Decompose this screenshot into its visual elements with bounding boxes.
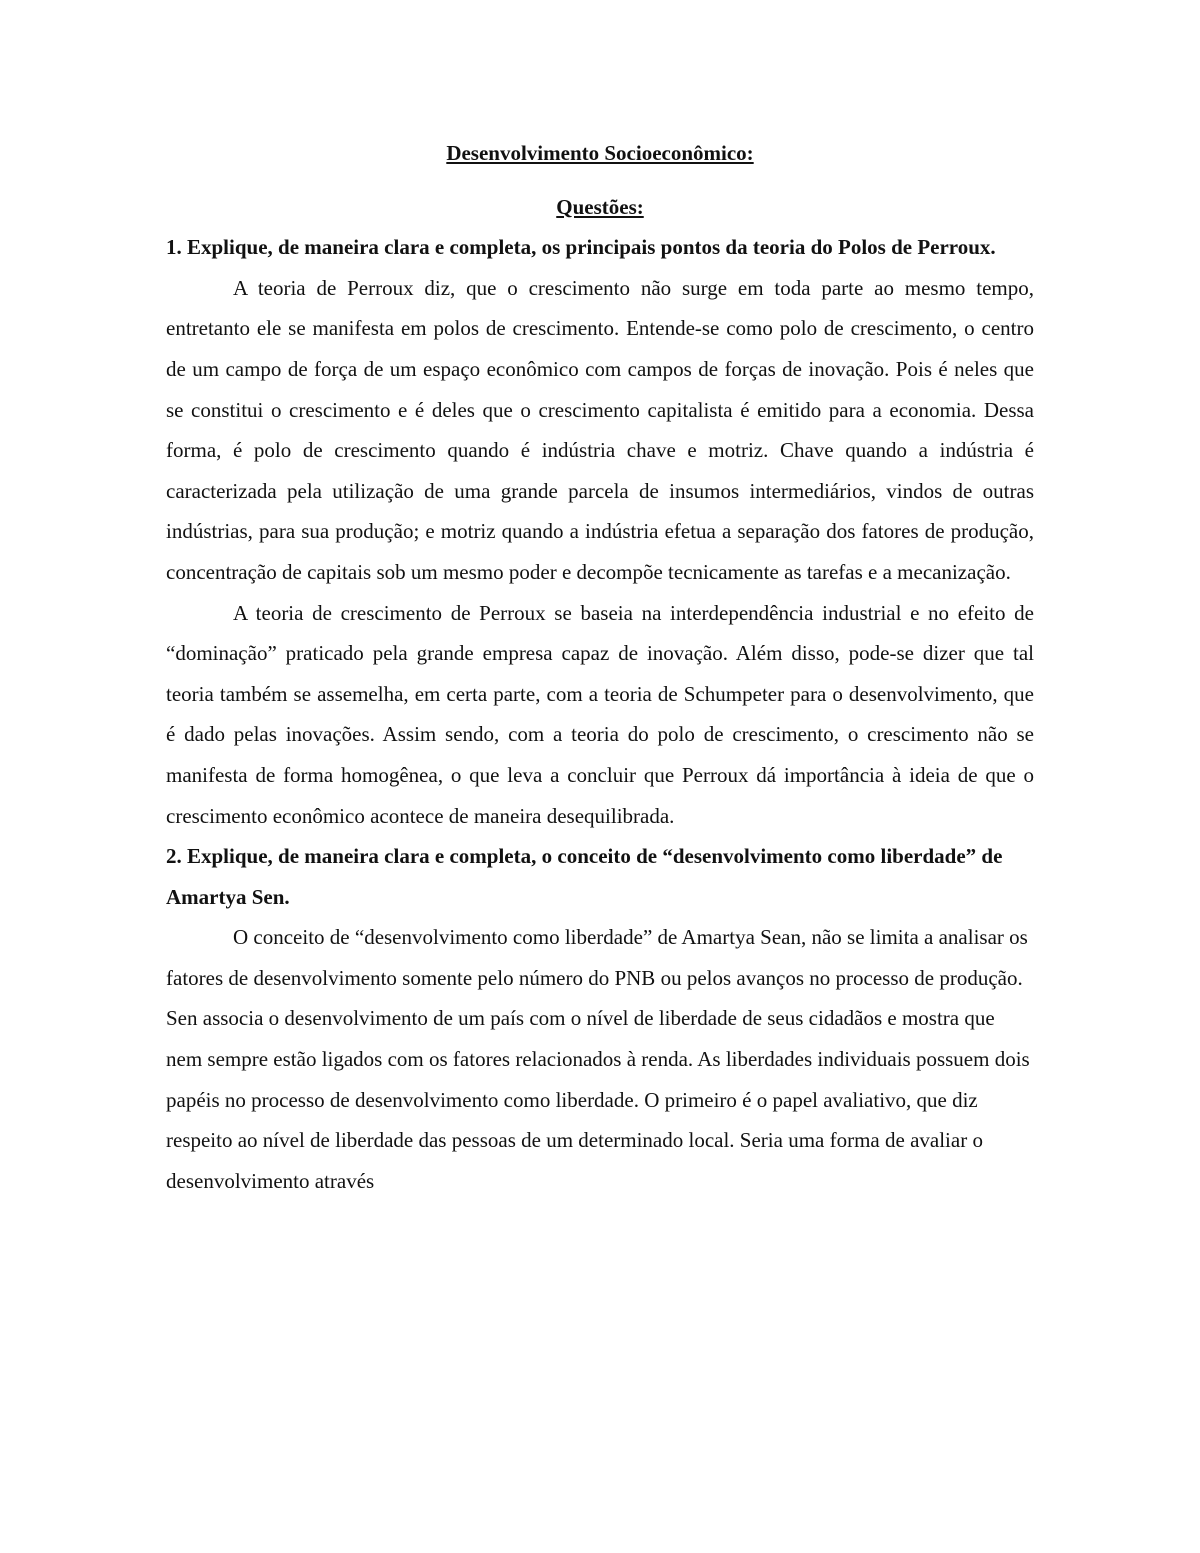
document-title: Desenvolvimento Socioeconômico:	[446, 141, 754, 165]
document-body	[166, 133, 1034, 1201]
question-2-paragraph-1: O conceito de “desenvolvimento como liberdade” de Amartya Sean, não se limita a analisar os fatores de desenvolvimento somente pelo número do PNB ou pelos avanços no processo de produção. Sen associa o desenvolvimento de um país com o nível de liberdade de seus cidadãos e mostra que nem sempre estão ligados com os fatores relacionados à renda. As liberdades individuais possuem dois papéis no processo de desenvolvimento como liberdade. O primeiro é o papel avaliativo, que diz respeito ao nível de liberdade das pessoas de um determinado local. Seria uma forma de avaliar o desenvolvimento através	[166, 925, 1030, 1193]
question-2-heading: 2. Explique, de maneira clara e completa, o conceito de “desenvolvimento como liberdade” de Amartya Sen.	[166, 844, 1003, 909]
question-1-paragraph-1: A teoria de Perroux diz, que o crescimento não surge em toda parte ao mesmo tempo, entretanto ele se manifesta em polos de crescimento. Entende-se como polo de crescimento, o centro de um campo de força de um espaço econômico com campos de forças de inovação. Pois é neles que se constitui o crescimento e é deles que o crescimento capitalista é emitido para a economia. Dessa forma, é polo de crescimento quando é indústria chave e motriz. Chave quando a indústria é caracterizada pela utilização de uma grande parcela de insumos intermediários, vindos de outras indústrias, para sua produção; e motriz quando a indústria efetua a separação dos fatores de produção, concentração de capitais sob um mesmo poder e decompõe tecnicamente as tarefas e a mecanização.	[166, 275, 1034, 584]
question-1-paragraph-2: A teoria de crescimento de Perroux se baseia na interdependência industrial e no efeito de “dominação” praticado pela grande empresa capaz de inovação. Além disso, pode-se dizer que tal teoria também se assemelha, em certa parte, com a teoria de Schumpeter para o desenvolvimento, que é dado pelas inovações. Assim sendo, com a teoria do polo de crescimento, o crescimento não se manifesta de forma homogênea, o que leva a concluir que Perroux dá importância à ideia de que o crescimento econômico acontece de maneira desequilibrada.	[166, 600, 1034, 828]
document-subtitle: Questões:	[556, 194, 644, 219]
question-1-heading: 1. Explique, de maneira clara e completa, os principais pontos da teoria do Polos de Perroux.	[166, 235, 996, 260]
